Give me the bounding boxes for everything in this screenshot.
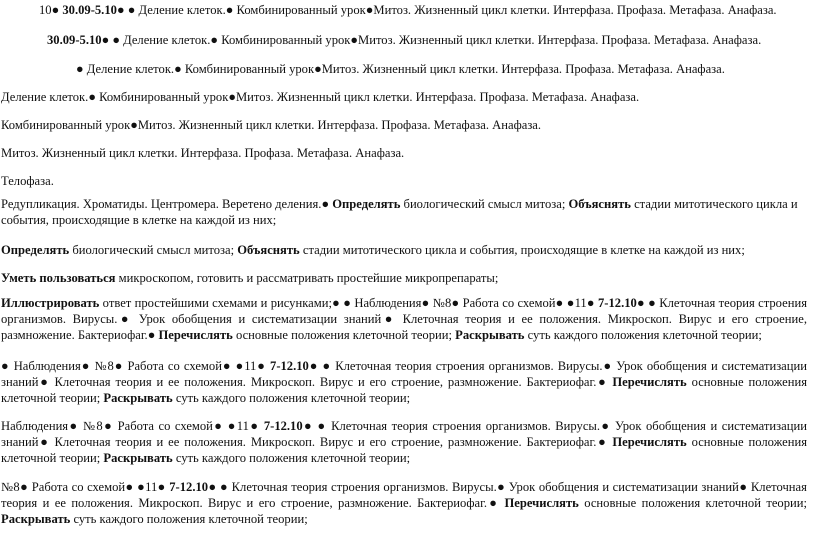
bullet-icon: ● xyxy=(38,375,55,389)
bullet-icon: ● xyxy=(225,3,237,17)
activity-type: Работа со схемой xyxy=(31,480,126,494)
skill-verb: Раскрывать xyxy=(103,391,173,405)
skill-text: суть каждого положения клеточной теории; xyxy=(524,328,762,342)
bullet-icon: ● xyxy=(19,480,32,494)
bullet-icon: ● xyxy=(451,296,463,310)
paragraph-1 xyxy=(39,2,777,18)
lesson-topic: Клеточная теория и ее положения. Микроскоп. Вирус и его строение, размножение. Бактериофаг. xyxy=(54,435,597,449)
bullet-icon: ● ● xyxy=(221,359,245,373)
lesson-number: 11 xyxy=(244,359,257,373)
bullet-icon: ● xyxy=(365,3,374,17)
lesson-type: Урок обобщения и систематизации знаний xyxy=(138,312,382,326)
skill-verb: Перечислять xyxy=(158,328,233,342)
bullet-icon: ● ● xyxy=(331,296,355,310)
paragraph-3 xyxy=(76,61,725,77)
bullet-icon: ● xyxy=(496,480,509,494)
lesson-topic: Митоз. Жизненный цикл клетки. Интерфаза. Профаза. Метафаза. Анафаза. xyxy=(1,146,405,160)
skill-text: основные положения клеточной теории; xyxy=(1,435,807,465)
bullet-icon: ● xyxy=(596,435,613,449)
skill-verb: Перечислять xyxy=(612,435,687,449)
lesson-type: Комбинированный урок xyxy=(99,90,229,104)
lesson-type: Комбинированный урок xyxy=(236,3,366,17)
paragraph-10 xyxy=(1,270,498,286)
skill-verb: Иллюстрировать xyxy=(1,296,100,310)
paragraph-13 xyxy=(1,418,807,466)
bullet-icon: ● ● xyxy=(555,296,575,310)
lesson-dates: 7-12.10 xyxy=(169,480,209,494)
observation-number: №8 xyxy=(83,419,103,433)
skill-verb: Перечислять xyxy=(504,496,579,510)
skill-text: суть каждого положения клеточной теории; xyxy=(172,451,411,465)
skill-text: суть каждого положения клеточной теории; xyxy=(172,391,411,405)
skill-text: основные положения клеточной теории; xyxy=(1,375,807,405)
section-title: Деление клеток. xyxy=(86,62,175,76)
lesson-type: Урок обобщения и систематизации знаний xyxy=(1,419,807,449)
lesson-dates: 7-12.10 xyxy=(598,296,637,310)
bullet-icon: ● xyxy=(321,197,333,211)
section-title: Деление клеток. xyxy=(1,90,89,104)
activity-type: Работа со схемой xyxy=(117,419,213,433)
lesson-number: 11 xyxy=(236,419,249,433)
skill-text: стадии митотического цикла и события, происходящие в клетке на каждой из них; xyxy=(1,197,798,227)
bullet-icon: ● xyxy=(602,359,617,373)
bullet-icon: ● xyxy=(174,62,185,76)
section-title: Клеточная теория строения организмов. Вирусы. xyxy=(231,480,497,494)
lesson-dates: 7-12.10 xyxy=(263,419,303,433)
paragraph-7 xyxy=(1,173,54,189)
lesson-dates: 30.09-5.10 xyxy=(47,33,102,47)
section-title: Клеточная теория строения организмов. Вирусы. xyxy=(335,359,603,373)
skill-text: основные положения клеточной теории; xyxy=(232,328,456,342)
lesson-number: 10 xyxy=(39,3,52,17)
activity-type: Наблюдения xyxy=(354,296,422,310)
lesson-number: 11 xyxy=(574,296,587,310)
skill-verb: Объяснять xyxy=(237,243,300,257)
skill-verb: Объяснять xyxy=(568,197,631,211)
key-terms: Редупликация. Хроматиды. Центромера. Веретено деления. xyxy=(1,197,322,211)
paragraph-14 xyxy=(1,479,807,527)
lesson-topic: Митоз. Жизненный цикл клетки. Интерфаза. Профаза. Метафаза. Анафаза. xyxy=(373,3,777,17)
activity-type: Работа со схемой xyxy=(462,296,556,310)
bullet-icon: ● xyxy=(486,496,505,510)
lesson-topic: Клеточная теория и ее положения. Микроскоп. Вирус и его строение, размножение. Бактериофаг. xyxy=(54,375,597,389)
lesson-dates: 7-12.10 xyxy=(270,359,309,373)
bullet-icon: ● xyxy=(113,359,128,373)
lesson-topic: Митоз. Жизненный цикл клетки. Интерфаза. Профаза. Метафаза. Анафаза. xyxy=(358,33,762,47)
observation-number: №8 xyxy=(94,359,114,373)
bullet-icon: ● xyxy=(68,419,83,433)
lesson-topic: Митоз. Жизненный цикл клетки. Интерфаза. Профаза. Метафаза. Анафаза. xyxy=(137,118,542,132)
bullet-icon: ● ● xyxy=(101,33,124,47)
skill-verb: Определять xyxy=(332,197,401,211)
bullet-icon: ● xyxy=(314,62,322,76)
section-title: Клеточная теория строения организмов. Вирусы. xyxy=(1,296,807,326)
lesson-number: 11 xyxy=(145,480,158,494)
paragraph-5 xyxy=(1,117,541,133)
lesson-topic: Митоз. Жизненный цикл клетки. Интерфаза. Профаза. Метафаза. Анафаза. xyxy=(235,90,640,104)
bullet-icon: ● xyxy=(596,375,613,389)
bullet-icon: ● ● xyxy=(302,419,332,433)
bullet-icon: ● ● xyxy=(308,359,336,373)
observation-number: №8 xyxy=(1,480,20,494)
paragraph-11 xyxy=(1,295,807,343)
skill-verb: Раскрывать xyxy=(1,512,71,526)
activity-type: Наблюдения xyxy=(1,419,69,433)
section-title: Клеточная теория строения организмов. Вирусы. xyxy=(331,419,601,433)
skill-verb: Раскрывать xyxy=(103,451,173,465)
bullet-icon: ● xyxy=(147,328,159,342)
paragraph-6 xyxy=(1,145,404,161)
bullet-icon: ● xyxy=(80,359,95,373)
lesson-topic: Клеточная теория и ее положения. Микроскоп. Вирус и его строение, размножение. Бактериофаг. xyxy=(1,480,807,510)
skill-verb: Уметь пользоваться xyxy=(1,271,116,285)
activity-type: Работа со схемой xyxy=(127,359,222,373)
skill-text: микроскопом, готовить и рассматривать простейшие микропрепараты; xyxy=(115,271,499,285)
bullet-icon: ● ● xyxy=(116,3,139,17)
bullet-icon: ● xyxy=(600,419,615,433)
lesson-type: Комбинированный урок xyxy=(184,62,315,76)
lesson-type: Комбинированный урок xyxy=(1,118,131,132)
lesson-type: Урок обобщения и систематизации знаний xyxy=(1,359,807,389)
skill-text: ответ простейшими схемами и рисунками; xyxy=(99,296,332,310)
bullet-icon: ● xyxy=(51,3,63,17)
bullet-icon: ● xyxy=(228,90,236,104)
lesson-type: Комбинированный урок xyxy=(221,33,351,47)
lesson-dates: 30.09-5.10 xyxy=(62,3,117,17)
bullet-icon: ● xyxy=(738,480,751,494)
bullet-icon: ● xyxy=(1,359,14,373)
skill-text: стадии митотического цикла и события, происходящие в клетке на каждой из них; xyxy=(299,243,745,257)
lesson-topic: Митоз. Жизненный цикл клетки. Интерфаза. Профаза. Метафаза. Анафаза. xyxy=(321,62,725,76)
telophase-term: Телофаза. xyxy=(1,174,54,188)
lesson-type: Урок обобщения и систематизации знаний xyxy=(508,480,739,494)
bullet-icon: ● xyxy=(88,90,100,104)
paragraph-4 xyxy=(1,89,639,105)
paragraph-2 xyxy=(47,32,761,48)
bullet-icon: ● xyxy=(421,296,433,310)
bullet-icon: ● xyxy=(130,118,138,132)
bullet-icon: ● xyxy=(256,359,271,373)
bullet-icon: ● ● xyxy=(125,480,146,494)
skill-text: суть каждого положения клеточной теории; xyxy=(70,512,308,526)
skill-text: основные положения клеточной теории; xyxy=(578,496,807,510)
section-title: Деление клеток. xyxy=(138,3,226,17)
skill-text: биологический смысл митоза; xyxy=(69,243,238,257)
bullet-icon: ● ● xyxy=(208,480,232,494)
paragraph-9 xyxy=(1,242,745,258)
bullet-icon: ● xyxy=(102,419,118,433)
bullet-icon: ● ● xyxy=(212,419,237,433)
lesson-topic: Клеточная теория и ее положения. Микроскоп. Вирус и его строение, размножение. Бактериофаг. xyxy=(1,312,807,342)
bullet-icon: ● xyxy=(210,33,222,47)
bullet-icon: ● xyxy=(350,33,359,47)
bullet-icon: ● xyxy=(586,296,598,310)
bullet-icon: ● xyxy=(381,312,403,326)
bullet-icon: ● xyxy=(76,62,87,76)
bullet-icon: ● xyxy=(248,419,264,433)
activity-type: Наблюдения xyxy=(13,359,81,373)
bullet-icon: ● xyxy=(38,435,55,449)
bullet-icon: ● ● xyxy=(636,296,660,310)
bullet-icon: ● xyxy=(117,312,139,326)
skill-verb: Перечислять xyxy=(612,375,687,389)
observation-number: №8 xyxy=(432,296,452,310)
skill-verb: Раскрывать xyxy=(455,328,525,342)
bullet-icon: ● xyxy=(157,480,170,494)
paragraph-12 xyxy=(1,358,807,406)
skill-verb: Определять xyxy=(1,243,70,257)
skill-text: биологический смысл митоза; xyxy=(400,197,569,211)
section-title: Деление клеток. xyxy=(123,33,211,47)
paragraph-8 xyxy=(1,196,807,228)
